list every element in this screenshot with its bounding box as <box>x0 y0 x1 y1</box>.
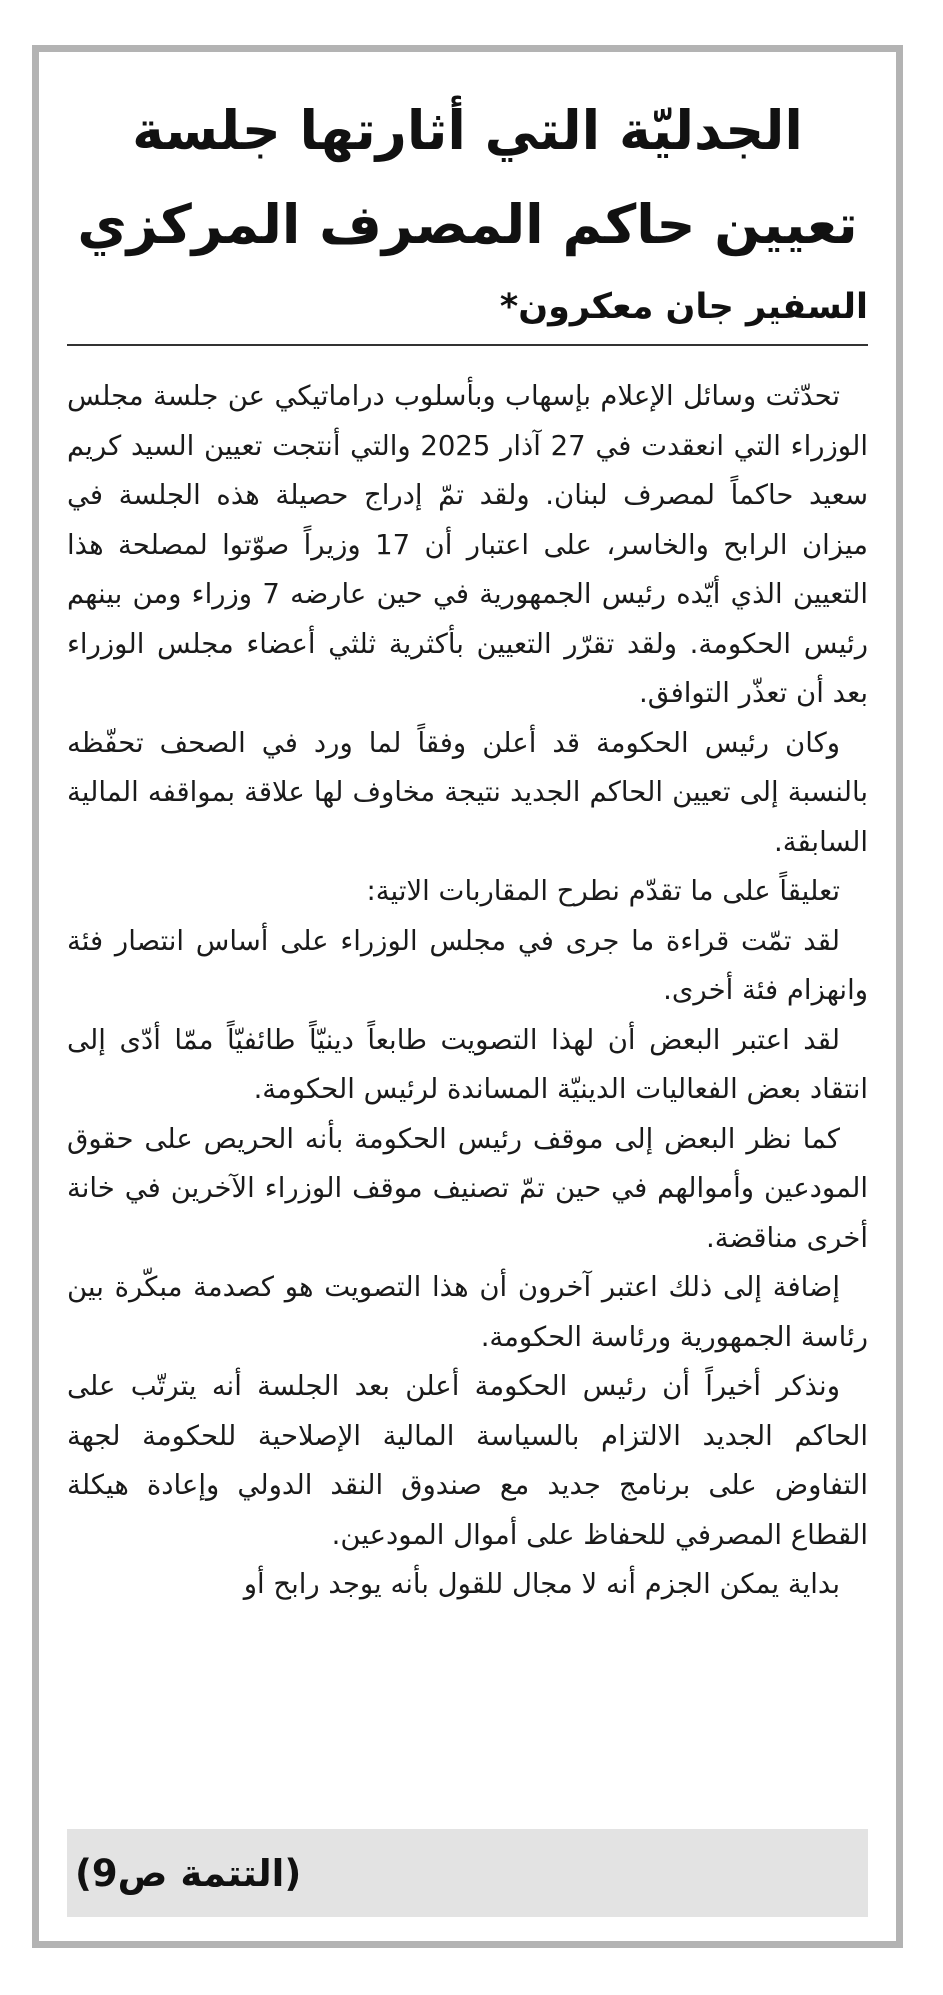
continued-on-page-label: (التتمة ص9) <box>75 1851 302 1895</box>
byline <box>67 284 868 346</box>
article-content <box>67 84 868 1917</box>
paragraph-6: كما نظر البعض إلى موقف رئيس الحكومة بأنه الحريص على حقوق المودعين وأموالهم في حين تمّ تصنيف موقف الوزراء الآخرين في خانة أخرى مناقضة. <box>67 1122 868 1254</box>
paragraph-3: تعليقاً على ما تقدّم نطرح المقاربات الاتية: <box>366 875 840 907</box>
headline-line-1: الجدليّة التي أثارتها جلسة <box>132 99 803 162</box>
article-body <box>67 372 868 1610</box>
continued-band <box>67 1829 868 1917</box>
paragraph-1: تحدّثت وسائل الإعلام بإسهاب وبأسلوب دراماتيكي عن جلسة مجلس الوزراء التي انعقدت في 27 آذار 2025 والتي أنتجت تعيين السيد كريم سعيد حاكماً لمصرف لبنان. ولقد تمّ إدراج حصيلة هذه الجلسة في ميزان الرابح والخاسر، على اعتبار أن 17 وزيراً صوّتوا لمصلحة هذا التعيين الذي أيّده رئيس الجمهورية في حين عارضه 7 وزراء ومن بينهم رئيس الحكومة. ولقد تقرّر التعيين بأكثرية ثلثي أعضاء مجلس الوزراء بعد أن تعذّر التوافق. <box>67 380 868 709</box>
article-headline <box>67 84 868 272</box>
paragraph-2: وكان رئيس الحكومة قد أعلن وفقاً لما ورد في الصحف تحفّظه بالنسبة إلى تعيين الحاكم الجديد نتيجة مخاوف لها علاقة بمواقفه المالية السابقة. <box>67 726 868 858</box>
paragraph-4: لقد تمّت قراءة ما جرى في مجلس الوزراء على أساس انتصار فئة وانهزام فئة أخرى. <box>67 924 868 1006</box>
author-name: السفير جان معكرون* <box>499 287 868 327</box>
paragraph-5: لقد اعتبر البعض أن لهذا التصويت طابعاً دينيّاً طائفيّاً ممّا أدّى إلى انتقاد بعض الفعاليات الدينيّة المساندة لرئيس الحكومة. <box>67 1023 868 1105</box>
paragraph-9: بداية يمكن الجزم أنه لا مجال للقول بأنه يوجد رابح أو <box>243 1568 840 1600</box>
headline-line-2: تعيين حاكم المصرف المركزي <box>77 193 858 256</box>
paragraph-7: إضافة إلى ذلك اعتبر آخرون أن هذا التصويت هو كصدمة مبكّرة بين رئاسة الجمهورية ورئاسة الحكومة. <box>67 1271 868 1353</box>
article-frame <box>32 45 903 1948</box>
paragraph-8: ونذكر أخيراً أن رئيس الحكومة أعلن بعد الجلسة أنه يترتّب على الحاكم الجديد الالتزام بالسياسة المالية الإصلاحية للحكومة لجهة التفاوض على برنامج جديد مع صندوق النقد الدولي وإعادة هيكلة القطاع المصرفي للحفاظ على أموال المودعين. <box>67 1370 868 1551</box>
